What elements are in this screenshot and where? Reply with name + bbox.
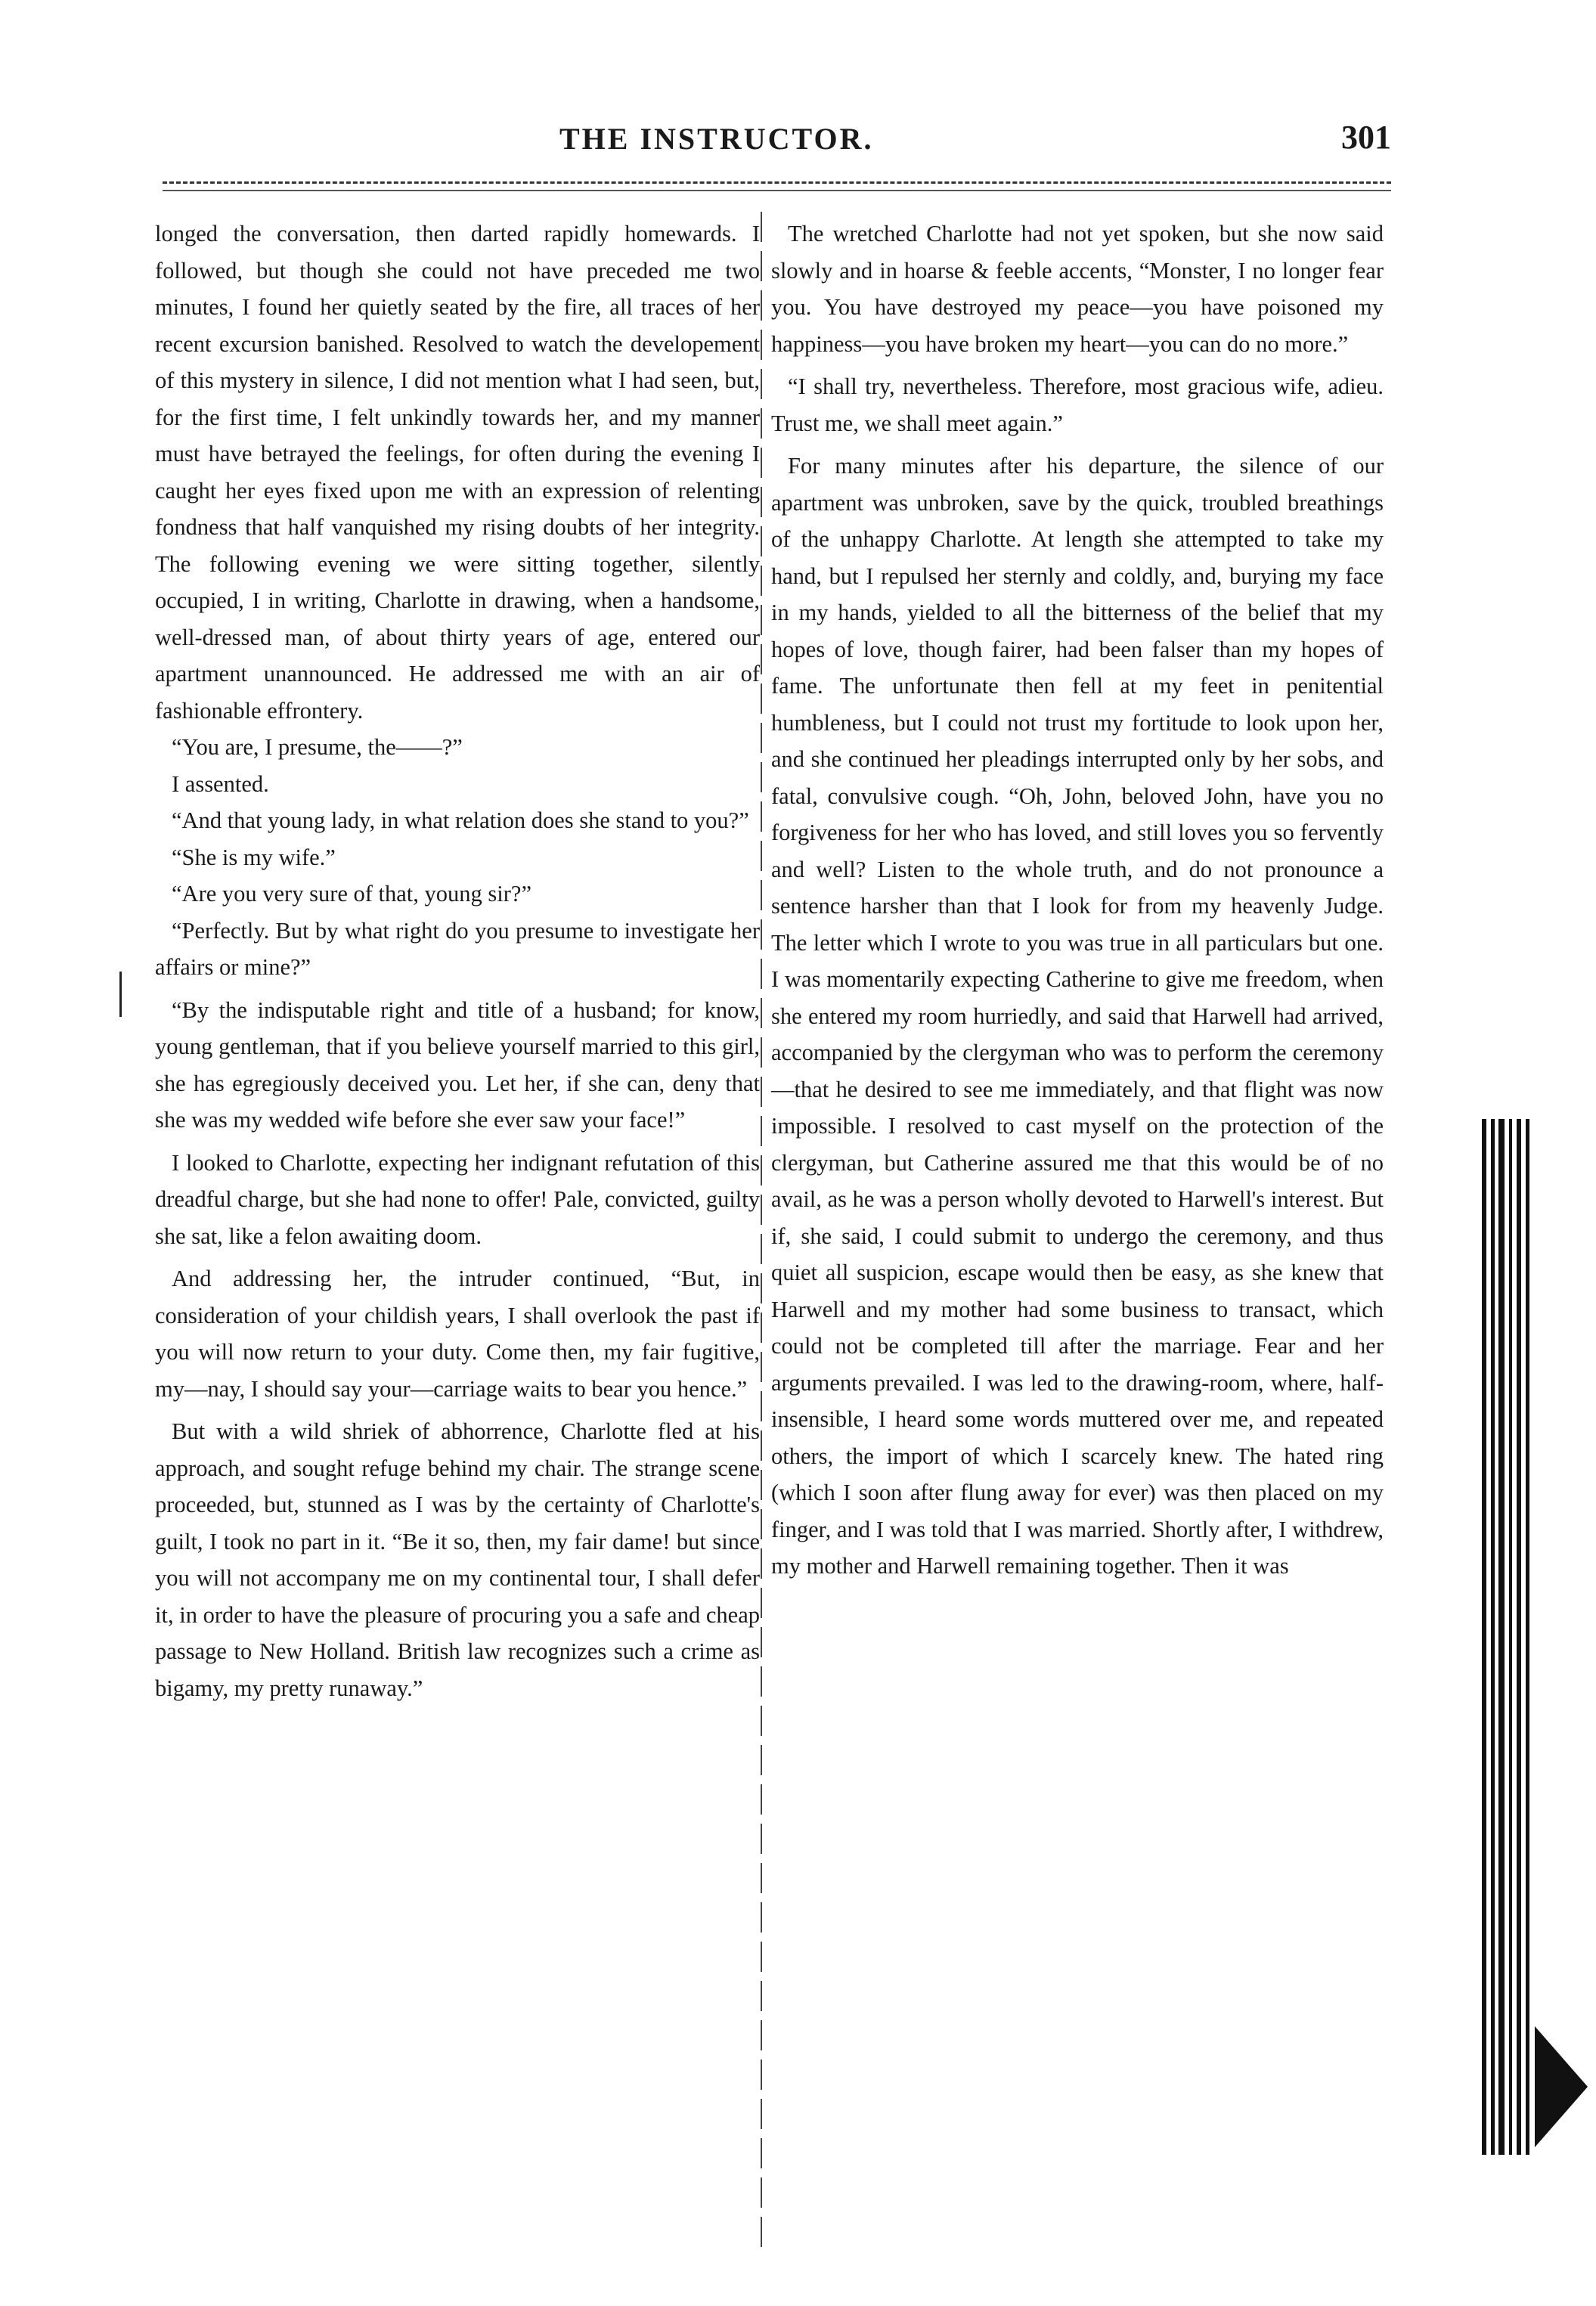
- margin-mark: [119, 972, 122, 1017]
- paragraph: The wretched Charlotte had not yet spoken, but she now said slowly and in hoarse & feeble accents, “Monster, I no longer fear you. You have destroyed my peace—you have poisoned my happiness—you have broken my heart—you can do no more.”: [771, 221, 1384, 357]
- left-column: [155, 215, 760, 2249]
- paragraph: longed the conversation, then darted rapidly homewards. I followed, but though she could not have preceded me two minutes, I found her quietly seated by the fire, all traces of her recent excursion banished. Resolved to watch the developement of this mystery in silence, I did not mention what I had seen, but, for the first time, I felt unkindly towards her, and my manner must have betrayed the feelings, for often during the evening I caught her eyes fixed upon me with an expression of relenting fondness that half vanquished my rising doubts of her integrity. The following evening we were sitting together, silently occupied, I in writing, Charlotte in drawing, when a handsome, well-dressed man, of about thirty years of age, entered our apartment unannounced. He addressed me with an air of fashionable effrontery.: [155, 221, 760, 724]
- paragraph: But with a wild shriek of abhorrence, Charlotte fled at his approach, and sought refuge behind my chair. The strange scene proceeded, but, stunned as I was by the certainty of Charlotte's guilt, I took no part in it. “Be it so, then, my fair dame! but since you will not accompany me on my continental tour, I shall defer it, in order to have the pleasure of procuring you a safe and cheap passage to New Holland. British law recognizes such a crime as bigamy, my pretty runaway.”: [155, 1418, 760, 1701]
- header-rule: [163, 181, 1391, 191]
- right-column: [771, 215, 1384, 2249]
- paragraph: And addressing her, the intruder continued, “But, in consideration of your childish years, I shall overlook the past if you will now return to your duty. Come then, my fair fugitive, my—nay, I should say your—carriage waits to bear you hence.”: [155, 1266, 760, 1402]
- paragraph: I looked to Charlotte, expecting her indignant refutation of this dreadful charge, but she had none to offer! Pale, convicted, guilty she sat, like a felon awaiting doom.: [155, 1149, 760, 1249]
- paragraph: “And that young lady, in what relation does she stand to you?”: [172, 807, 749, 833]
- running-head: [151, 113, 1391, 166]
- column-divider: [761, 212, 762, 2253]
- paragraph: “By the indisputable right and title of a husband; for know, young gentleman, that if you believe yourself married to this girl, she has egregiously deceived you. Let her, if she can, deny that she was my wedded wife before she ever saw your face!”: [155, 996, 760, 1133]
- paragraph: “You are, I presume, the——?”: [172, 734, 463, 760]
- scan-edge-bars: [1482, 1119, 1535, 2155]
- paragraph: “Are you very sure of that, young sir?”: [172, 881, 531, 907]
- page-number: 301: [1341, 119, 1391, 156]
- paragraph: “I shall try, nevertheless. Therefore, most gracious wife, adieu. Trust me, we shall meet again.”: [771, 373, 1384, 436]
- paragraph: “Perfectly. But by what right do you presume to investigate her affairs or mine?”: [155, 917, 760, 980]
- running-title: THE INSTRUCTOR.: [559, 122, 874, 156]
- paragraph: “She is my wife.”: [172, 844, 336, 870]
- scan-edge-arrow: [1535, 2026, 1588, 2147]
- paragraph: For many minutes after his departure, the silence of our apartment was unbroken, save by the quick, troubled breathings of the unhappy Charlotte. At length she attempted to take my hand, but I repulsed her sternly and coldly, and, burying my face in my hands, yielded to all the bitterness of the belief that my hopes of love, though fairer, had been falser than my hopes of fame. The unfortunate then fell at my feet in penitential humbleness, but I could not trust my fortitude to look upon her, and she continued her pleadings interrupted only by her sobs, and fatal, convulsive cough. “Oh, John, beloved John, have you no forgiveness for her who has loved, and still loves you so fervently and well? Listen to the whole truth, and do not pronounce a sentence harsher than that I look for from my heavenly Judge. The letter which I wrote to you was true in all particulars but one. I was momentarily expecting Catherine to give me freedom, when she entered my room hurriedly, and said that Harwell had arrived, accompanied by the clergyman who was to perform the ceremony—that he desired to see me immediately, and that flight was now impossible. I resolved to cast myself on the protection of the clergyman, but Catherine assured me that this would be of no avail, as he was a person wholly devoted to Harwell's interest. But if, she said, I could submit to undergo the ceremony, and thus quiet all suspicion, escape would then be easy, as she knew that Harwell and my mother had some business to transact, which could not be completed till after the marriage. Fear and her arguments prevailed. I was led to the drawing-room, where, half-insensible, I heard some words muttered over me, and repeated others, the import of which I scarcely knew. The hated ring (which I soon after flung away for ever) was then placed on my finger, and I was told that I was married. Shortly after, I withdrew, my mother and Harwell remaining together. Then it was: [771, 453, 1384, 1579]
- paragraph: I assented.: [172, 770, 269, 797]
